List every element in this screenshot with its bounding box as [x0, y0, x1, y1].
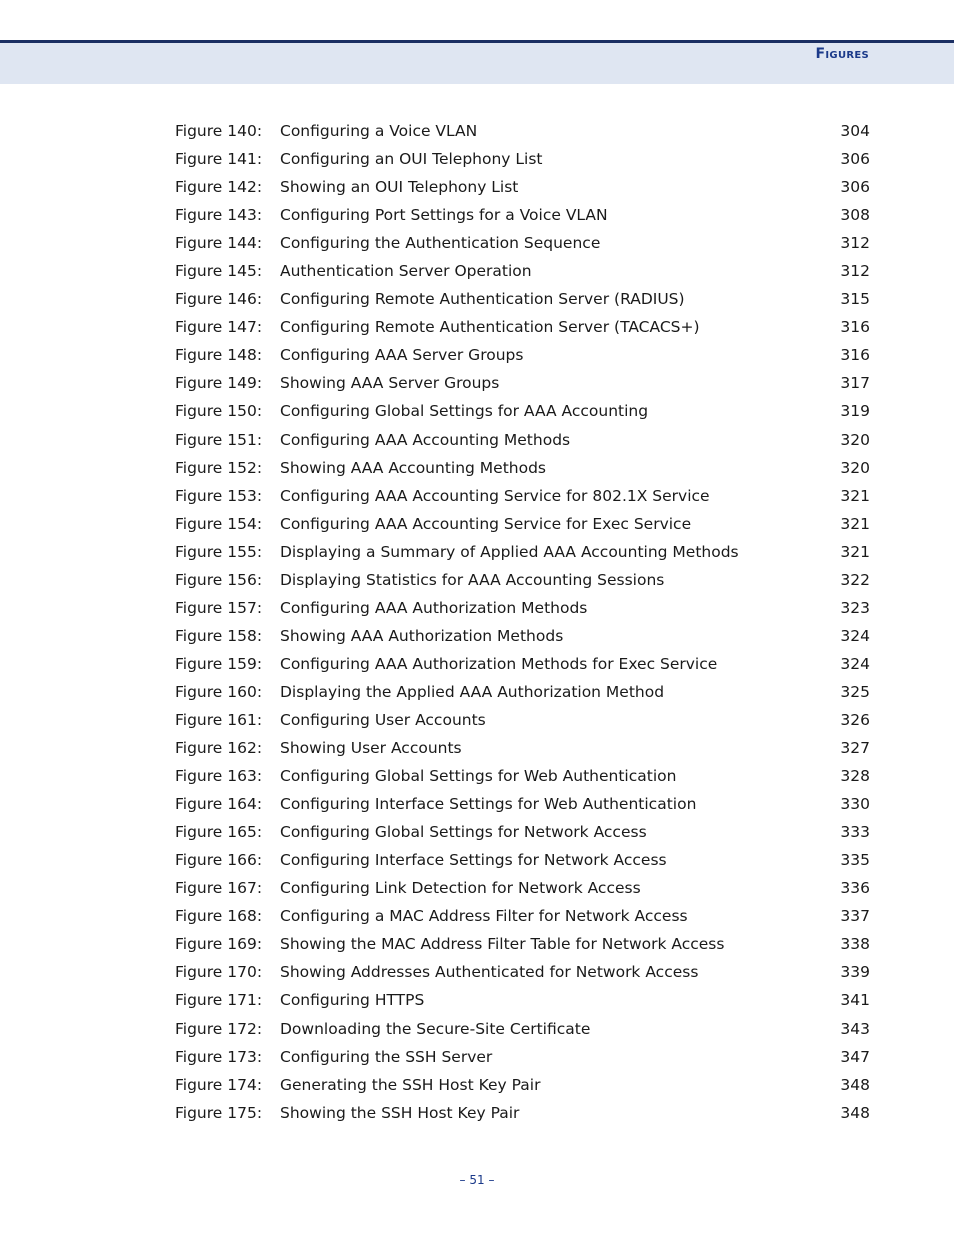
figure-page-number[interactable]: 333	[840, 823, 870, 842]
figure-number: Figure 162:	[175, 739, 263, 758]
figure-entry[interactable]	[175, 313, 870, 341]
figure-entry[interactable]	[175, 229, 870, 257]
figure-title[interactable]: Configuring Link Detection for Network Access	[280, 879, 641, 898]
figure-page-number[interactable]: 306	[840, 150, 870, 169]
figure-title[interactable]: Configuring HTTPS	[280, 991, 425, 1010]
figure-title[interactable]: Configuring Remote Authentication Server (RADIUS)	[280, 290, 685, 309]
figure-entry[interactable]	[175, 1071, 870, 1099]
figure-page-number[interactable]: 316	[840, 346, 870, 365]
figure-number: Figure 141:	[175, 150, 263, 169]
page-header	[0, 0, 954, 84]
figure-title[interactable]: Configuring AAA Server Groups	[280, 346, 524, 365]
figure-number: Figure 156:	[175, 570, 263, 589]
figure-title[interactable]: Configuring AAA Accounting Methods	[280, 430, 571, 449]
figure-number: Figure 169:	[175, 935, 263, 954]
figure-entry[interactable]	[175, 397, 870, 425]
figure-title[interactable]: Showing the MAC Address Filter Table for Network Access	[280, 935, 725, 954]
figure-title[interactable]: Configuring the Authentication Sequence	[280, 234, 601, 253]
figure-number: Figure 144:	[175, 234, 263, 253]
figure-entry[interactable]	[175, 454, 870, 482]
figure-entry[interactable]	[175, 762, 870, 790]
figure-entry[interactable]	[175, 1015, 870, 1043]
figure-title[interactable]: Showing AAA Server Groups	[280, 374, 500, 393]
figure-title[interactable]: Configuring Global Settings for Network Access	[280, 823, 647, 842]
figure-page-number[interactable]: 315	[840, 290, 870, 309]
figure-page-number[interactable]: 324	[840, 626, 870, 645]
figure-page-number[interactable]: 323	[840, 598, 870, 617]
figure-title[interactable]: Displaying the Applied AAA Authorization Method	[280, 682, 665, 701]
figure-number: Figure 146:	[175, 290, 263, 309]
figure-title[interactable]: Authentication Server Operation	[280, 262, 532, 281]
figure-number: Figure 167:	[175, 879, 263, 898]
figure-entry[interactable]	[175, 117, 870, 145]
figure-page-number[interactable]: 330	[840, 795, 870, 814]
figure-title[interactable]: Showing the SSH Host Key Pair	[280, 1103, 520, 1122]
figure-page-number[interactable]: 320	[840, 458, 870, 477]
figure-page-number[interactable]: 317	[840, 374, 870, 393]
figure-title[interactable]: Showing Addresses Authenticated for Network Access	[280, 963, 699, 982]
figure-title[interactable]: Configuring an OUI Telephony List	[280, 150, 543, 169]
figure-entry[interactable]	[175, 257, 870, 285]
figure-title[interactable]: Showing AAA Authorization Methods	[280, 626, 564, 645]
figure-title[interactable]: Showing an OUI Telephony List	[280, 178, 519, 197]
figure-number: Figure 154:	[175, 514, 263, 533]
figure-title[interactable]: Configuring the SSH Server	[280, 1047, 493, 1066]
figure-number: Figure 143:	[175, 206, 263, 225]
figure-number: Figure 155:	[175, 542, 263, 561]
figure-entry[interactable]	[175, 874, 870, 902]
figure-entry[interactable]	[175, 173, 870, 201]
figure-title[interactable]: Showing User Accounts	[280, 739, 462, 758]
figure-page-number[interactable]: 312	[840, 262, 870, 281]
figure-number: Figure 160:	[175, 682, 263, 701]
figure-title[interactable]: Configuring Global Settings for Web Authentication	[280, 767, 677, 786]
figure-page-number[interactable]: 321	[840, 486, 870, 505]
figure-number: Figure 164:	[175, 795, 263, 814]
figure-page-number[interactable]: 320	[840, 430, 870, 449]
figure-entry[interactable]	[175, 734, 870, 762]
figure-page-number[interactable]: 325	[840, 682, 870, 701]
page-number: – 51 –	[459, 1173, 495, 1187]
figure-title[interactable]: Generating the SSH Host Key Pair	[280, 1075, 541, 1094]
figure-title[interactable]: Configuring Port Settings for a Voice VLAN	[280, 206, 608, 225]
figure-list	[175, 117, 870, 1127]
figure-title[interactable]: Configuring User Accounts	[280, 710, 486, 729]
figure-title[interactable]: Configuring a MAC Address Filter for Network Access	[280, 907, 688, 926]
figure-number: Figure 175:	[175, 1103, 263, 1122]
section-title: Figures	[815, 46, 869, 62]
figure-entry[interactable]	[175, 622, 870, 650]
figure-number: Figure 172:	[175, 1019, 263, 1038]
figure-entry[interactable]	[175, 341, 870, 369]
figure-page-number[interactable]: 319	[840, 402, 870, 421]
figure-page-number[interactable]: 312	[840, 234, 870, 253]
figure-number: Figure 168:	[175, 907, 263, 926]
figure-page-number[interactable]: 321	[840, 514, 870, 533]
figure-title[interactable]: Displaying a Summary of Applied AAA Accounting Methods	[280, 542, 739, 561]
figure-number: Figure 142:	[175, 178, 263, 197]
figure-number: Figure 145:	[175, 262, 263, 281]
figure-title[interactable]: Configuring Interface Settings for Network Access	[280, 851, 667, 870]
figure-entry[interactable]	[175, 706, 870, 734]
figure-number: Figure 165:	[175, 823, 263, 842]
figure-page-number[interactable]: 335	[840, 851, 870, 870]
figure-entry[interactable]	[175, 1043, 870, 1071]
figure-title[interactable]: Configuring Global Settings for AAA Accounting	[280, 402, 649, 421]
figure-number: Figure 140:	[175, 122, 263, 140]
header-band	[0, 43, 954, 84]
figure-entry[interactable]	[175, 566, 870, 594]
figure-number: Figure 161:	[175, 710, 263, 729]
figure-number: Figure 150:	[175, 402, 263, 421]
figure-title[interactable]: Configuring AAA Authorization Methods	[280, 598, 588, 617]
figure-entry[interactable]	[175, 958, 870, 986]
figure-page-number[interactable]: 304	[840, 122, 870, 140]
figure-title[interactable]: Downloading the Secure-Site Certificate	[280, 1019, 591, 1038]
figure-page-number[interactable]: 308	[840, 206, 870, 225]
figure-title[interactable]: Configuring AAA Accounting Service for 802.1X Service	[280, 486, 710, 505]
figure-number: Figure 152:	[175, 458, 263, 477]
figure-number: Figure 159:	[175, 654, 263, 673]
figure-entry[interactable]	[175, 538, 870, 566]
figure-page-number[interactable]: 348	[840, 1075, 870, 1094]
figure-entry[interactable]	[175, 1099, 870, 1127]
figure-title[interactable]: Configuring AAA Authorization Methods for Exec Service	[280, 654, 718, 673]
figure-number: Figure 174:	[175, 1075, 263, 1094]
figure-entry[interactable]	[175, 201, 870, 229]
figure-entry[interactable]	[175, 650, 870, 678]
figure-page-number[interactable]: 337	[840, 907, 870, 926]
figure-number: Figure 147:	[175, 318, 263, 337]
figure-entry[interactable]	[175, 818, 870, 846]
figure-title[interactable]: Configuring a Voice VLAN	[280, 122, 478, 140]
figure-entry[interactable]	[175, 902, 870, 930]
figure-page-number[interactable]: 343	[840, 1019, 870, 1038]
figure-number: Figure 148:	[175, 346, 263, 365]
figure-page-number[interactable]: 339	[840, 963, 870, 982]
figure-number: Figure 157:	[175, 598, 263, 617]
figure-entry[interactable]	[175, 986, 870, 1014]
figure-number: Figure 173:	[175, 1047, 263, 1066]
figure-page-number[interactable]: 326	[840, 710, 870, 729]
figure-page-number[interactable]: 316	[840, 318, 870, 337]
figure-number: Figure 153:	[175, 486, 263, 505]
figure-entry[interactable]	[175, 846, 870, 874]
figure-entry[interactable]	[175, 678, 870, 706]
figure-title[interactable]: Configuring Interface Settings for Web Authentication	[280, 795, 697, 814]
figure-entry[interactable]	[175, 285, 870, 313]
figure-entry[interactable]	[175, 930, 870, 958]
figure-title[interactable]: Displaying Statistics for AAA Accounting Sessions	[280, 570, 665, 589]
figure-page-number[interactable]: 324	[840, 654, 870, 673]
figure-entry[interactable]	[175, 790, 870, 818]
figure-page-number[interactable]: 336	[840, 879, 870, 898]
figure-entry[interactable]	[175, 426, 870, 454]
figure-number: Figure 149:	[175, 374, 263, 393]
figure-title[interactable]: Configuring AAA Accounting Service for Exec Service	[280, 514, 692, 533]
figure-page-number[interactable]: 347	[840, 1047, 870, 1066]
figure-page-number[interactable]: 327	[840, 739, 870, 758]
figure-entry[interactable]	[175, 482, 870, 510]
figure-number: Figure 170:	[175, 963, 263, 982]
figure-entry[interactable]	[175, 594, 870, 622]
figure-page-number[interactable]: 338	[840, 935, 870, 954]
figure-title[interactable]: Showing AAA Accounting Methods	[280, 458, 547, 477]
figure-entry[interactable]	[175, 369, 870, 397]
figure-number: Figure 166:	[175, 851, 263, 870]
figure-page-number[interactable]: 306	[840, 178, 870, 197]
figure-page-number[interactable]: 328	[840, 767, 870, 786]
figure-page-number[interactable]: 341	[840, 991, 870, 1010]
figure-number: Figure 151:	[175, 430, 263, 449]
figure-page-number[interactable]: 321	[840, 542, 870, 561]
figure-number: Figure 158:	[175, 626, 263, 645]
figure-number: Figure 163:	[175, 767, 263, 786]
figure-entry[interactable]	[175, 510, 870, 538]
figure-page-number[interactable]: 348	[840, 1103, 870, 1122]
figure-number: Figure 171:	[175, 991, 263, 1010]
figure-entry[interactable]	[175, 145, 870, 173]
figure-title[interactable]: Configuring Remote Authentication Server (TACACS+)	[280, 318, 700, 337]
figure-page-number[interactable]: 322	[840, 570, 870, 589]
